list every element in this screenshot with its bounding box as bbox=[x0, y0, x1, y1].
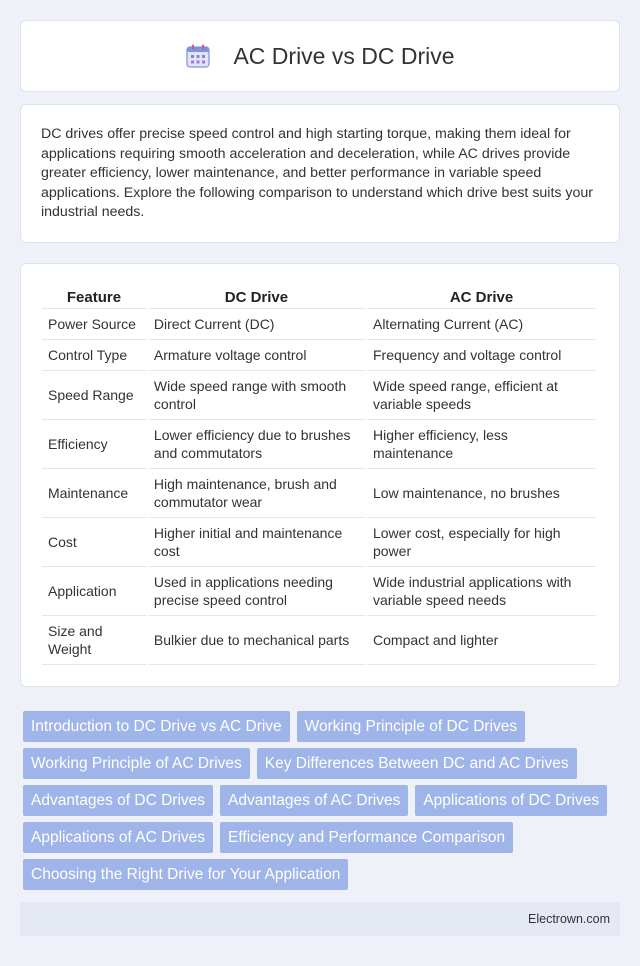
intro-text: DC drives offer precise speed control and high starting torque, making them ideal for applications requiring smooth acceleration and deceleration, while AC drives provide greater efficiency, lower maintenance, and better performance in variable speed applications. Explore the following comparison to understand which drive best suits your industrial needs. bbox=[41, 126, 594, 221]
table-cell-dc: Higher initial and maintenance cost bbox=[148, 518, 365, 567]
table-cell-ac: Higher efficiency, less maintenance bbox=[367, 420, 596, 469]
table-cell-feature: Cost bbox=[42, 518, 146, 567]
related-topics bbox=[20, 708, 620, 893]
tag-working-principle-dc[interactable]: Working Principle of DC Drives bbox=[297, 711, 525, 742]
tag-applications-ac[interactable]: Applications of AC Drives bbox=[23, 822, 213, 853]
table-cell-ac: Alternating Current (AC) bbox=[367, 309, 596, 340]
tag-advantages-dc[interactable]: Advantages of DC Drives bbox=[23, 785, 213, 816]
table-cell-dc: Used in applications needing precise speed control bbox=[148, 567, 365, 616]
table-row bbox=[42, 371, 596, 420]
table-header-dc-drive: DC Drive bbox=[148, 284, 365, 309]
tag-key-differences[interactable]: Key Differences Between DC and AC Drives bbox=[257, 748, 577, 779]
table-cell-ac: Frequency and voltage control bbox=[367, 340, 596, 371]
table-cell-feature: Control Type bbox=[42, 340, 146, 371]
table-cell-ac: Compact and lighter bbox=[367, 616, 596, 665]
table-cell-feature: Efficiency bbox=[42, 420, 146, 469]
comparison-table bbox=[40, 284, 598, 665]
table-cell-feature: Maintenance bbox=[42, 469, 146, 518]
table-header-ac-drive: AC Drive bbox=[367, 284, 596, 309]
table-cell-feature: Power Source bbox=[42, 309, 146, 340]
tag-choosing-right-drive[interactable]: Choosing the Right Drive for Your Application bbox=[23, 859, 348, 890]
table-row bbox=[42, 567, 596, 616]
table-row bbox=[42, 420, 596, 469]
table-cell-dc: Wide speed range with smooth control bbox=[148, 371, 365, 420]
table-cell-ac: Low maintenance, no brushes bbox=[367, 469, 596, 518]
table-cell-ac: Lower cost, especially for high power bbox=[367, 518, 596, 567]
table-header-feature: Feature bbox=[42, 284, 146, 309]
tag-efficiency-comparison[interactable]: Efficiency and Performance Comparison bbox=[220, 822, 513, 853]
table-row bbox=[42, 309, 596, 340]
footer-site[interactable]: Electrown.com bbox=[528, 912, 610, 926]
table-cell-dc: Bulkier due to mechanical parts bbox=[148, 616, 365, 665]
table-row bbox=[42, 340, 596, 371]
table-cell-dc: Direct Current (DC) bbox=[148, 309, 365, 340]
tag-advantages-ac[interactable]: Advantages of AC Drives bbox=[220, 785, 408, 816]
table-row bbox=[42, 469, 596, 518]
table-cell-feature: Application bbox=[42, 567, 146, 616]
calendar-icon bbox=[185, 43, 211, 69]
tag-working-principle-ac[interactable]: Working Principle of AC Drives bbox=[23, 748, 250, 779]
footer bbox=[20, 902, 620, 936]
table-row bbox=[42, 518, 596, 567]
table-cell-dc: Lower efficiency due to brushes and commutators bbox=[148, 420, 365, 469]
table-cell-feature: Size and Weight bbox=[42, 616, 146, 665]
table-row bbox=[42, 616, 596, 665]
tag-introduction[interactable]: Introduction to DC Drive vs AC Drive bbox=[23, 711, 290, 742]
tag-applications-dc[interactable]: Applications of DC Drives bbox=[415, 785, 607, 816]
table-cell-dc: Armature voltage control bbox=[148, 340, 365, 371]
intro-card bbox=[20, 104, 620, 243]
header-card bbox=[20, 20, 620, 92]
table-cell-ac: Wide speed range, efficient at variable speeds bbox=[367, 371, 596, 420]
page-title: AC Drive vs DC Drive bbox=[233, 42, 455, 69]
table-cell-ac: Wide industrial applications with variable speed needs bbox=[367, 567, 596, 616]
comparison-table-card bbox=[20, 263, 620, 687]
table-cell-feature: Speed Range bbox=[42, 371, 146, 420]
table-cell-dc: High maintenance, brush and commutator wear bbox=[148, 469, 365, 518]
